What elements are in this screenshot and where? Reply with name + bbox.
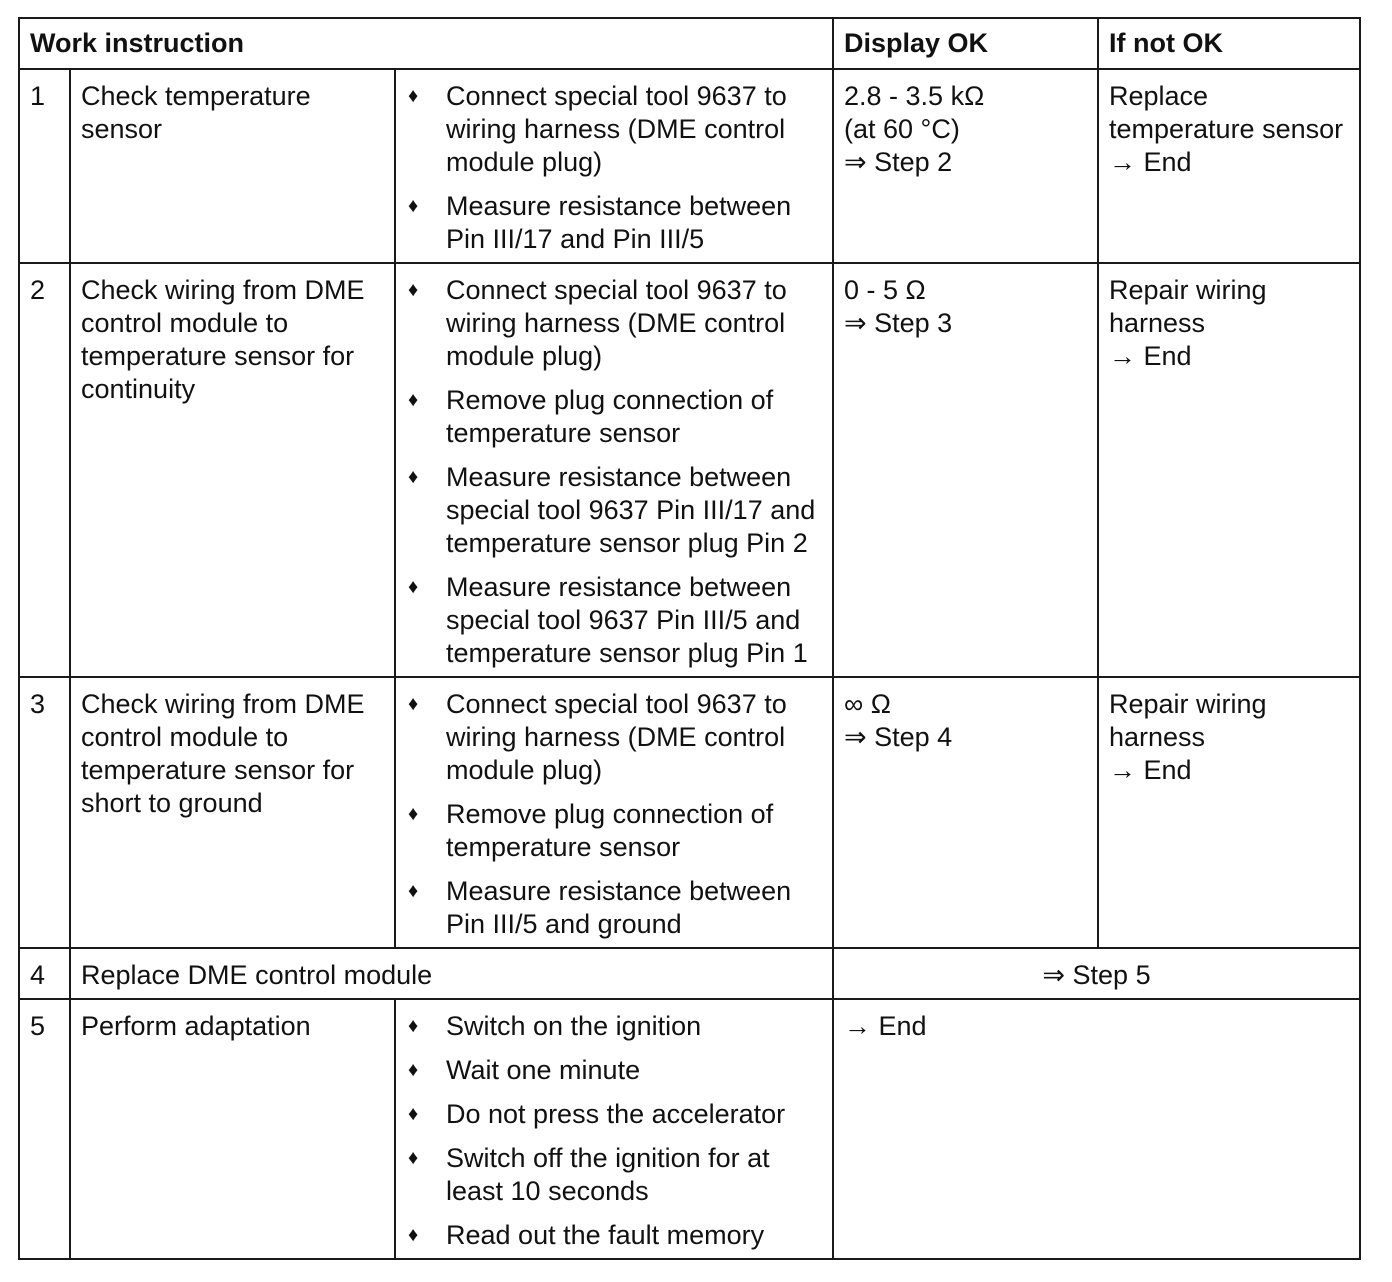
diamond-bullet-icon: ♦ <box>408 693 419 715</box>
diamond-bullet-icon: ♦ <box>408 1147 419 1169</box>
diamond-bullet-icon: ♦ <box>408 803 419 825</box>
display-ok-cell: 2.8 - 3.5 kΩ (at 60 °C) ⇒ Step 2 <box>833 69 1098 263</box>
list-item: ♦ Read out the fault memory <box>408 1220 765 1250</box>
procedure-steps <box>395 999 833 1259</box>
diamond-bullet-icon: ♦ <box>408 279 419 301</box>
table-row <box>19 948 1360 999</box>
diamond-bullet-icon: ♦ <box>408 1103 419 1125</box>
list-item: ♦ Remove plug connection of temperature sensor <box>408 385 774 448</box>
list-item: ♦ Measure resistance between Pin III/5 and ground <box>408 876 792 939</box>
if-not-ok-cell: Repair wiring harness → End <box>1098 263 1360 677</box>
diamond-bullet-icon: ♦ <box>408 576 419 598</box>
list-item: ♦ Connect special tool 9637 to wiring harness (DME control module plug) <box>408 275 787 371</box>
list-item: ♦ Do not press the accelerator <box>408 1099 786 1129</box>
step-number: 4 <box>19 948 70 999</box>
display-ok-cell: ∞ Ω ⇒ Step 4 <box>833 677 1098 948</box>
list-item: ♦ Wait one minute <box>408 1055 641 1085</box>
result-cell: → End <box>833 999 1360 1259</box>
diamond-bullet-icon: ♦ <box>408 880 419 902</box>
list-item: ♦ Switch off the ignition for at least 10 seconds <box>408 1143 770 1206</box>
list-item: ♦ Switch on the ignition <box>408 1011 702 1041</box>
diamond-bullet-icon: ♦ <box>408 85 419 107</box>
list-item: ♦ Measure resistance between special tool 9637 Pin III/5 and temperature sensor plug Pin 1 <box>408 572 808 668</box>
diamond-bullet-icon: ♦ <box>408 195 419 217</box>
work-instruction-table <box>18 17 1361 1260</box>
task-description: Check wiring from DME control module to temperature sensor for continuity <box>70 263 395 677</box>
procedure-steps <box>395 69 833 263</box>
diamond-bullet-icon: ♦ <box>408 466 419 488</box>
step-number: 5 <box>19 999 70 1259</box>
diamond-bullet-icon: ♦ <box>408 1015 419 1037</box>
procedure-steps <box>395 677 833 948</box>
if-not-ok-cell: Replace temperature sensor → End <box>1098 69 1360 263</box>
step-number: 3 <box>19 677 70 948</box>
work-instruction-sheet <box>18 17 1361 1260</box>
step-number: 2 <box>19 263 70 677</box>
task-description: Perform adaptation <box>70 999 395 1259</box>
list-item: ♦ Remove plug connection of temperature sensor <box>408 799 774 862</box>
header-if-not-ok: If not OK <box>1098 18 1360 69</box>
table-row <box>19 677 1360 948</box>
table-row <box>19 263 1360 677</box>
list-item: ♦ Connect special tool 9637 to wiring harness (DME control module plug) <box>408 689 787 785</box>
header-display-ok: Display OK <box>833 18 1098 69</box>
diamond-bullet-icon: ♦ <box>408 1059 419 1081</box>
table-row <box>19 999 1360 1259</box>
task-description: Check wiring from DME control module to temperature sensor for short to ground <box>70 677 395 948</box>
if-not-ok-cell: Repair wiring harness → End <box>1098 677 1360 948</box>
list-item: ♦ Measure resistance between Pin III/17 and Pin III/5 <box>408 191 792 254</box>
list-item: ♦ Measure resistance between special tool 9637 Pin III/17 and temperature sensor plug Pin 2 <box>408 462 816 558</box>
task-description: Check temperature sensor <box>70 69 395 263</box>
task-description: Replace DME control module <box>70 948 833 999</box>
diamond-bullet-icon: ♦ <box>408 389 419 411</box>
header-work-instruction: Work instruction <box>19 18 833 69</box>
header-row <box>19 18 1360 69</box>
procedure-steps <box>395 263 833 677</box>
display-ok-cell: 0 - 5 Ω ⇒ Step 3 <box>833 263 1098 677</box>
result-cell: ⇒ Step 5 <box>833 948 1360 999</box>
diamond-bullet-icon: ♦ <box>408 1224 419 1246</box>
table-row <box>19 69 1360 263</box>
list-item: ♦ Connect special tool 9637 to wiring harness (DME control module plug) <box>408 81 787 177</box>
step-number: 1 <box>19 69 70 263</box>
